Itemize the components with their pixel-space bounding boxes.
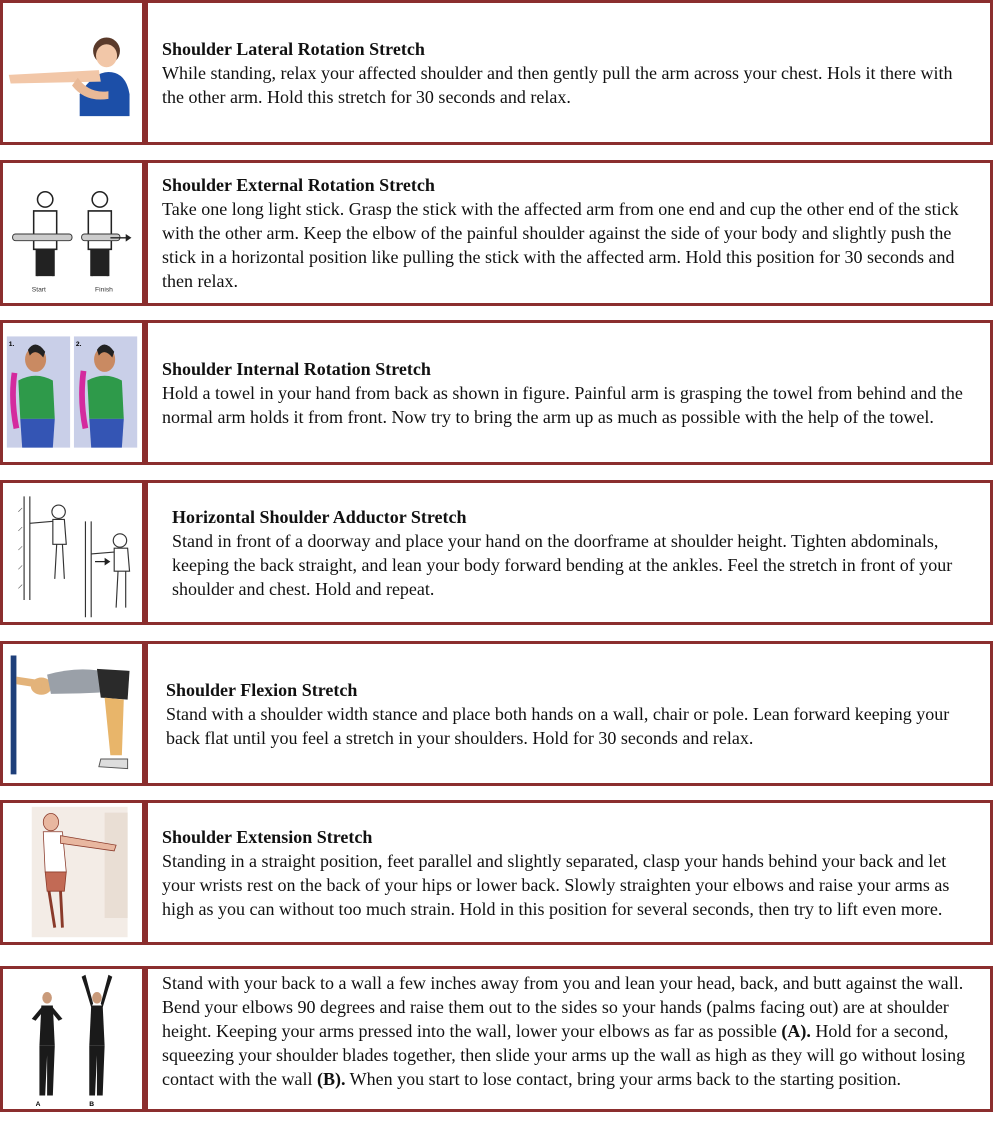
exercise-4-text (145, 480, 993, 625)
exercise-1-text (145, 0, 993, 145)
exercise-6-text (145, 800, 993, 945)
figure-1-label: 1. (8, 341, 15, 349)
exercise-4-image (0, 480, 145, 625)
position-a-label: A (35, 1101, 41, 1109)
exercise-3-description: Hold a towel in your hand from back as shown in figure. Painful arm is grasping the towel from behind and the normal arm holds it from front. Now try to bring the arm up as much as possible with the help of the towel. (162, 382, 963, 427)
exercise-2-image (0, 160, 145, 306)
exercise-7-description (162, 971, 976, 1091)
exercise-3-text (145, 320, 993, 465)
towel-internal-rotation-icon (3, 323, 142, 462)
position-b-reference: (B). (316, 1069, 346, 1089)
exercise-5-title: Shoulder Flexion Stretch (166, 679, 358, 700)
exercise-7-text-part-1: Stand with your back to a wall a few inches away from you and lean your head, back, and butt against the wall. Bend your elbows 90 degrees and raise them out to the sides so your hands (palms facing out) are at shoulder height. Keeping your arms pressed into the wall, lower your elbows as far as possible (162, 973, 964, 1041)
exercise-6-image (0, 800, 145, 945)
exercise-3-title: Shoulder Internal Rotation Stretch (162, 358, 431, 379)
exercise-1-title: Shoulder Lateral Rotation Stretch (162, 38, 425, 59)
doorway-stretch-icon (3, 483, 142, 622)
exercise-5-description: Stand with a shoulder width stance and place both hands on a wall, chair or pole. Lean forward keeping your back flat until you feel a stretch in your shoulders. Hold for 30 seconds and relax. (166, 703, 950, 748)
man-extension-stretch-icon (3, 803, 142, 942)
exercise-4-title: Horizontal Shoulder Adductor Stretch (172, 506, 467, 527)
exercise-5-text (145, 641, 993, 786)
exercise-5-image (0, 641, 145, 786)
finish-label: Finish (95, 286, 113, 294)
start-label: Start (31, 286, 46, 294)
exercise-6-description: Standing in a straight position, feet parallel and slightly separated, clasp your hands behind your back and let your wrists rest on the back of your hips or lower back. Slowly straighten your elbows and raise your arms as high as you can without too much strain. Hold in this position for several seconds, then try to lift even more. (162, 850, 950, 919)
wall-slide-icon (3, 969, 142, 1109)
exercise-7-image (0, 966, 145, 1112)
stick-external-rotation-icon (3, 163, 142, 303)
exercise-7-text-part-2: Hold for a second, squeezing your shoulder blades together, then slide your arms up the wall as high as they will go without losing contact with the wall (162, 1021, 966, 1089)
position-a-reference: (A). (781, 1021, 811, 1041)
exercise-1-image (0, 0, 145, 145)
exercise-2-title: Shoulder External Rotation Stretch (162, 175, 435, 195)
exercise-7-text-part-3: When you start to lose contact, bring your arms back to the starting position. (345, 1069, 902, 1089)
figure-2-label: 2. (75, 341, 82, 349)
exercise-4-description: Stand in front of a doorway and place your hand on the doorframe at shoulder height. Tighten abdominals, keeping the back straight, and lean your body forward bending at the ankles. Feel the stretch in front of your shoulder and chest. Hold and repeat. (172, 530, 953, 599)
pole-flexion-stretch-icon (3, 644, 142, 783)
exercise-2-description: Take one long light stick. Grasp the stick with the affected arm from one end and cup the other end of the stick with the other arm. Keep the elbow of the painful shoulder against the side of your body and slightly push the stick in a horizontal position like pulling the stick with the affected arm. Hold this position for 30 seconds and then relax. (162, 199, 959, 291)
exercise-1-description: While standing, relax your affected shoulder and then gently pull the arm across your chest. Hols it there with the other arm. Hold this stretch for 30 seconds and relax. (162, 62, 953, 107)
exercise-6-title: Shoulder Extension Stretch (162, 826, 373, 847)
exercise-7-text (145, 966, 993, 1112)
exercise-3-image (0, 320, 145, 465)
position-b-label: B (89, 1101, 95, 1109)
exercise-2-text (145, 160, 993, 306)
woman-cross-body-stretch-icon (3, 3, 142, 142)
